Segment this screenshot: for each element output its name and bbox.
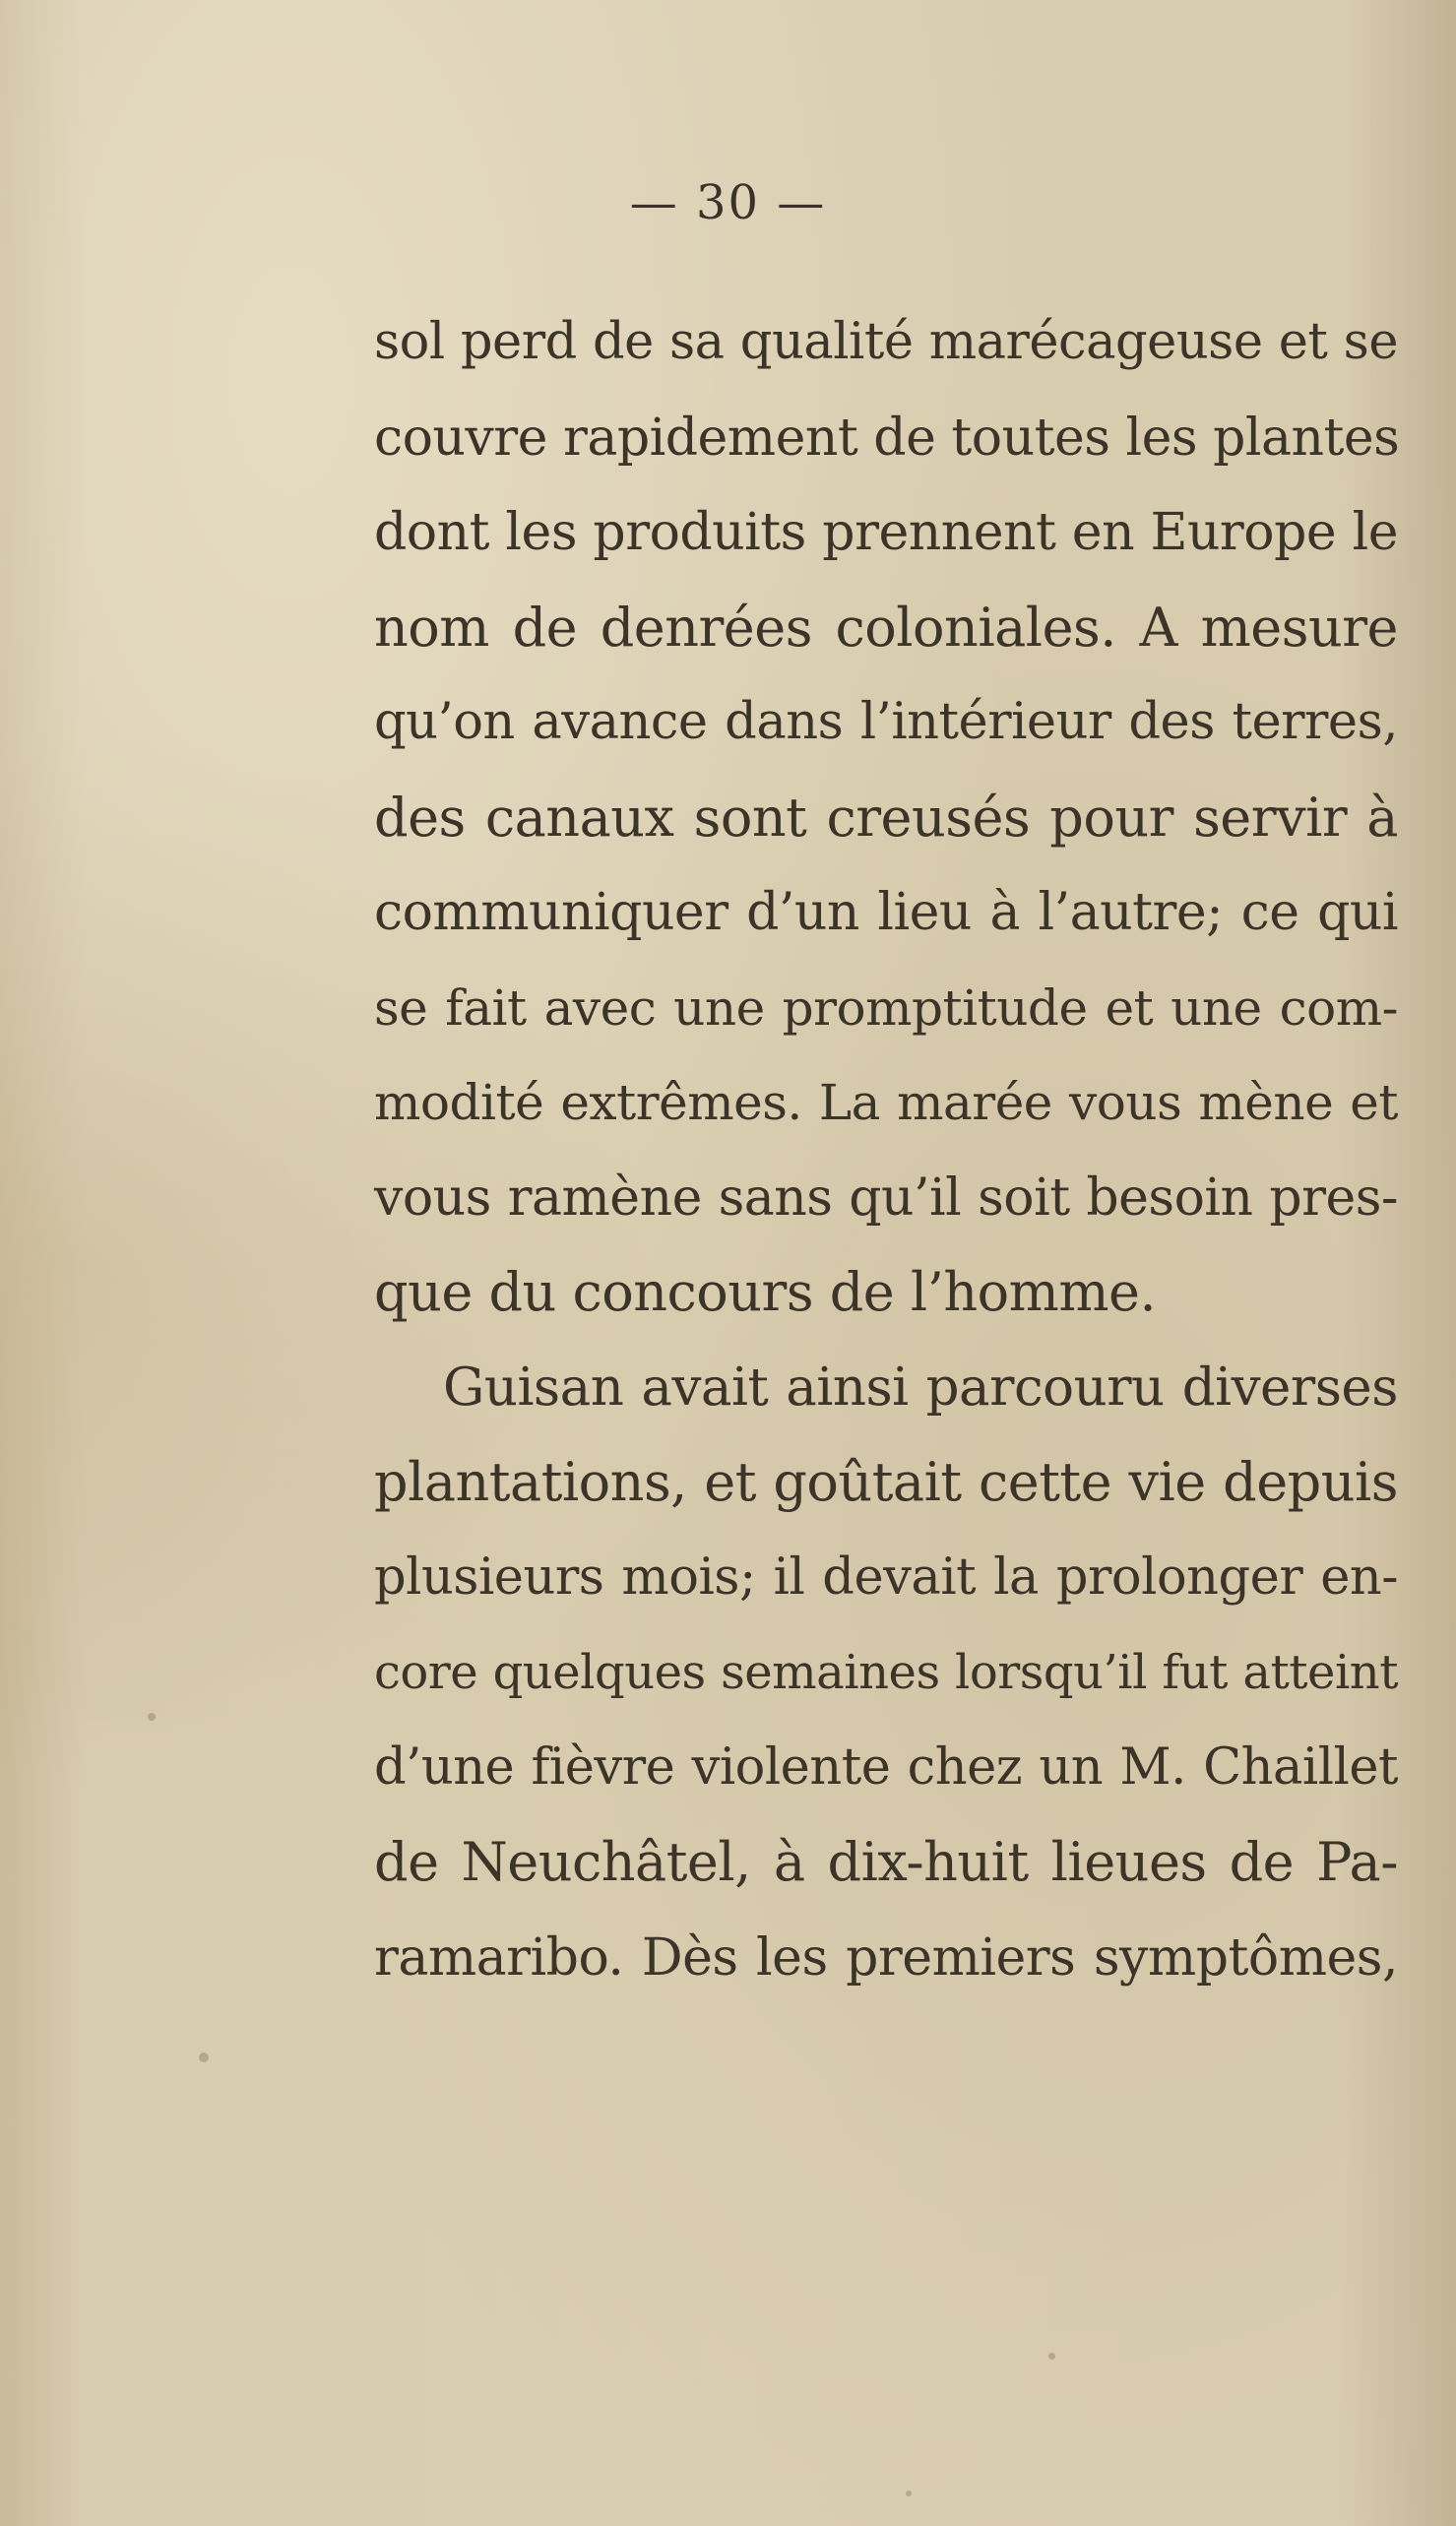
text-line: plantations, et goûtait cette vie depuis [374,1451,1398,1513]
text-line: plusieurs mois; il devait la prolonger en- [374,1547,1398,1607]
page-number: — 30 — [629,175,827,230]
text-line: Guisan avait ainsi parcouru diverses [443,1357,1398,1418]
paper-spot [1048,2353,1055,2360]
text-line: nom de denrées coloniales. A mesure [374,596,1398,659]
text-line: d’une fièvre violente chez un M. Chaillet [374,1737,1398,1797]
text-line: qu’on avance dans l’intérieur des terres, [374,693,1398,751]
text-line: se fait avec une promptitude et une com- [374,979,1398,1037]
text-line: communiquer d’un lieu à l’autre; ce qui [374,883,1398,942]
text-line: des canaux sont creusés pour servir à [374,786,1398,849]
text-line: sol perd de sa qualité marécageuse et se [374,313,1398,371]
text-line: core quelques semaines lorsqu’il fut atteint [374,1645,1398,1700]
text-line: que du concours de l’homme. [374,1261,1157,1323]
text-line: dont les produits prennent en Europe le [374,503,1398,562]
paper-spot [148,1713,156,1721]
paper-spot [906,2491,912,2496]
text-line: couvre rapidement de toutes les plantes [374,408,1400,468]
text-line: de Neuchâtel, à dix-huit lieues de Pa- [374,1831,1398,1893]
text-line: vous ramène sans qu’il soit besoin pres- [374,1168,1398,1228]
text-line: ramaribo. Dès les premiers symptômes, [374,1927,1398,1988]
paper-spot [199,2052,209,2062]
text-line: modité extrêmes. La marée vous mène et [374,1074,1398,1131]
body-text [374,295,1398,2005]
